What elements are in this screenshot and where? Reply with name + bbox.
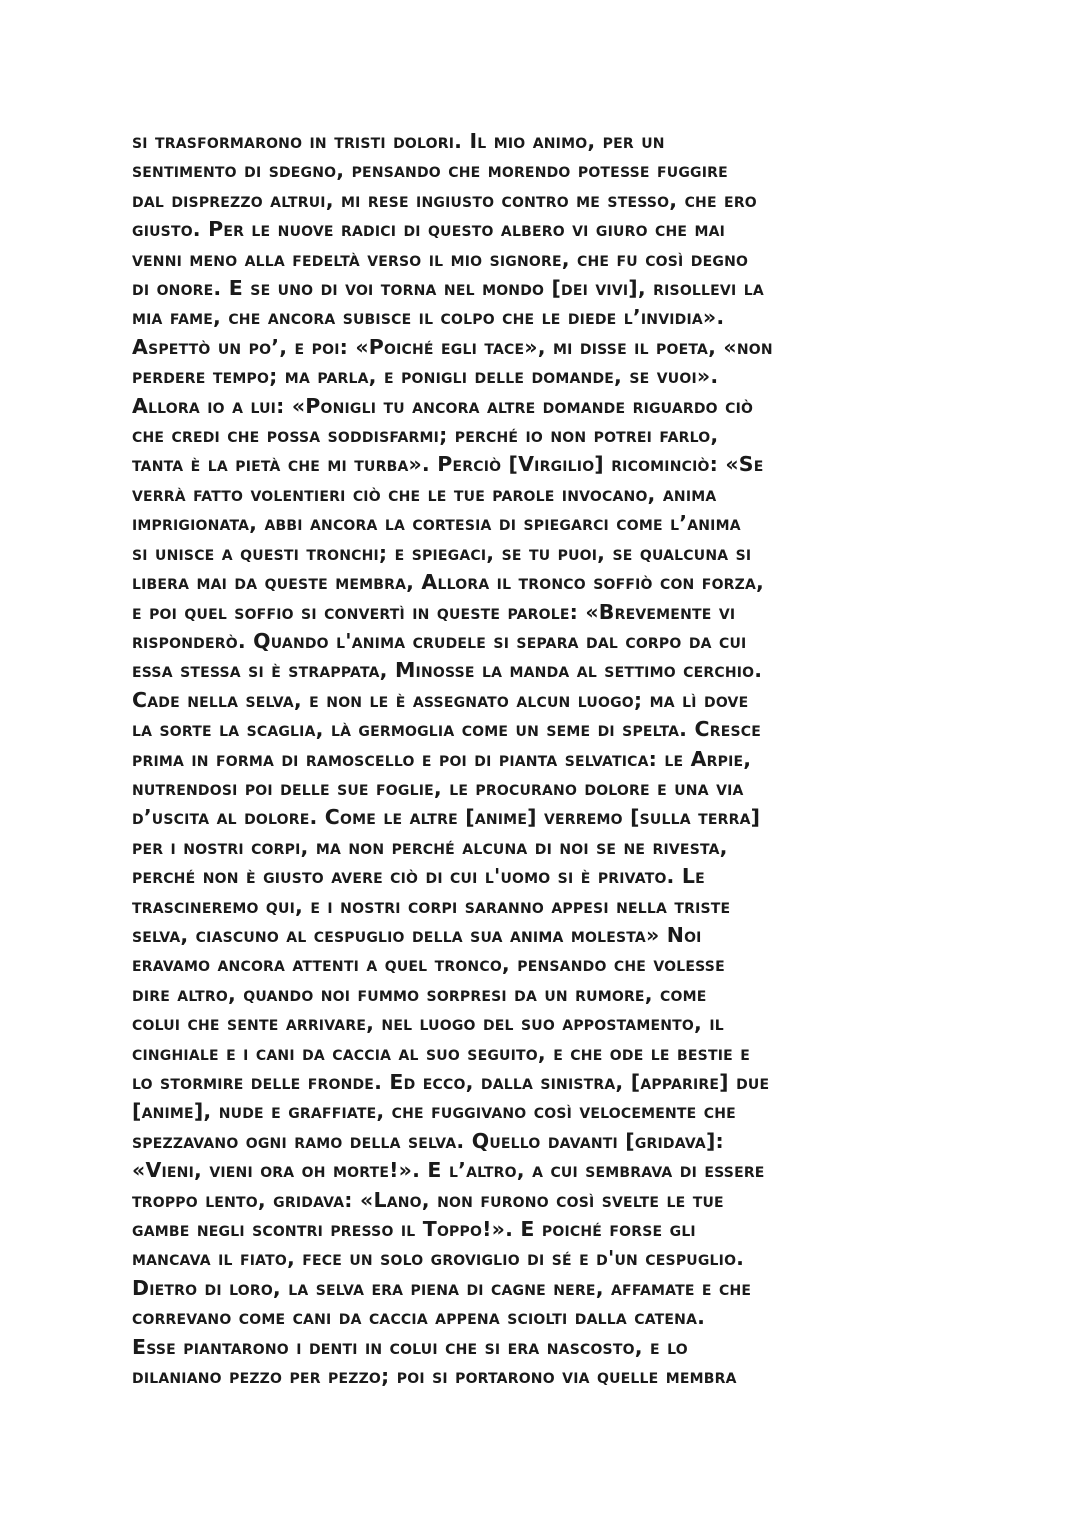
text-line: dilaniano pezzo per pezzo; poi si portarono via quelle membra <box>132 1364 737 1389</box>
text-line: verrà fatto volentieri ciò che le tue parole invocano, anima <box>132 481 717 506</box>
text-line: perché non è giusto avere ciò di cui l'uomo si è privato. Le <box>132 864 705 889</box>
text-line: libera mai da queste membra, Allora il tronco soffiò con forza, <box>132 570 765 595</box>
text-line: Esse piantarono i denti in colui che si era nascosto, e lo <box>132 1334 688 1359</box>
text-line: correvano come cani da caccia appena sciolti dalla catena. <box>132 1305 706 1330</box>
text-line: nutrendosi poi delle sue foglie, le procurano dolore e una via <box>132 775 744 800</box>
text-line: «Vieni, vieni ora oh morte!». E l’altro, a cui sembrava di essere <box>132 1158 765 1183</box>
text-line: si trasformarono in tristi dolori. Il mio animo, per un <box>132 129 665 153</box>
text-line: prima in forma di ramoscello e poi di pianta selvatica: le Arpie, <box>132 746 752 771</box>
text-line: imprigionata, abbi ancora la cortesia di spiegarci come l’anima <box>132 511 741 536</box>
text-line: colui che sente arrivare, nel luogo del suo appostamento, il <box>132 1011 724 1036</box>
text-line: gambe negli scontri presso il Toppo!». E poiché forse gli <box>132 1217 696 1242</box>
text-line: dal disprezzo altrui, mi rese ingiusto contro me stesso, che ero <box>132 187 757 212</box>
text-line: per i nostri corpi, ma non perché alcuna di noi se ne rivesta, <box>132 834 728 859</box>
text-line: Cade nella selva, e non le è assegnato alcun luogo; ma lì dove <box>132 687 749 712</box>
text-line: trascineremo qui, e i nostri corpi saranno appesi nella triste <box>132 893 731 918</box>
text-line: perdere tempo; ma parla, e ponigli delle domande, se vuoi». <box>132 364 719 389</box>
text-line: cinghiale e i cani da caccia al suo seguito, e che ode le bestie e <box>132 1040 750 1065</box>
text-line: Aspettò un po’, e poi: «Poiché egli tace», mi disse il poeta, «non <box>132 334 773 359</box>
text-line: troppo lento, gridava: «Lano, non furono così svelte le tue <box>132 1187 724 1212</box>
text-line: Allora io a lui: «Ponigli tu ancora altre domande riguardo ciò <box>132 393 754 418</box>
text-line: sentimento di sdegno, pensando che morendo potesse fuggire <box>132 158 728 183</box>
body-text <box>132 127 962 1391</box>
text-line: tanta è la pietà che mi turba». Perciò [Virgilio] ricominciò: «Se <box>132 452 764 477</box>
text-line: selva, ciascuno al cespuglio della sua anima molesta» Noi <box>132 922 702 947</box>
text-line: risponderò. Quando l'anima crudele si separa dal corpo da cui <box>132 628 747 653</box>
text-line: eravamo ancora attenti a quel tronco, pensando che volesse <box>132 952 725 977</box>
text-line: dire altro, quando noi fummo sorpresi da un rumore, come <box>132 981 707 1006</box>
text-line: e poi quel soffio si convertì in queste parole: «Brevemente vi <box>132 599 736 624</box>
text-line: lo stormire delle fronde. Ed ecco, dalla sinistra, [apparire] due <box>132 1070 770 1094</box>
text-line: la sorte la scaglia, là germoglia come un seme di spelta. Cresce <box>132 717 762 742</box>
text-line: mia fame, che ancora subisce il colpo che le diede l’invidia». <box>132 305 725 330</box>
text-line: giusto. Per le nuove radici di questo albero vi giuro che mai <box>132 217 726 242</box>
text-line: d’uscita al dolore. Come le altre [anime] verremo [sulla terra] <box>132 805 761 830</box>
text-line: Dietro di loro, la selva era piena di cagne nere, affamate e che <box>132 1275 752 1300</box>
text-line: [anime], nude e graffiate, che fuggivano così velocemente che <box>132 1099 736 1124</box>
text-line: che credi che possa soddisfarmi; perché io non potrei farlo, <box>132 423 719 448</box>
text-line: essa stessa si è strappata, Minosse la manda al settimo cerchio. <box>132 658 763 683</box>
text-line: spezzavano ogni ramo della selva. Quello davanti [gridava]: <box>132 1128 724 1153</box>
text-line: si unisce a questi tronchi; e spiegaci, se tu puoi, se qualcuna si <box>132 540 752 565</box>
text-line: di onore. E se uno di voi torna nel mondo [dei vivi], risollevi la <box>132 276 764 301</box>
text-line: venni meno alla fedeltà verso il mio signore, che fu così degno <box>132 246 749 271</box>
text-line: mancava il fiato, fece un solo groviglio di sé e d'un cespuglio. <box>132 1246 745 1271</box>
